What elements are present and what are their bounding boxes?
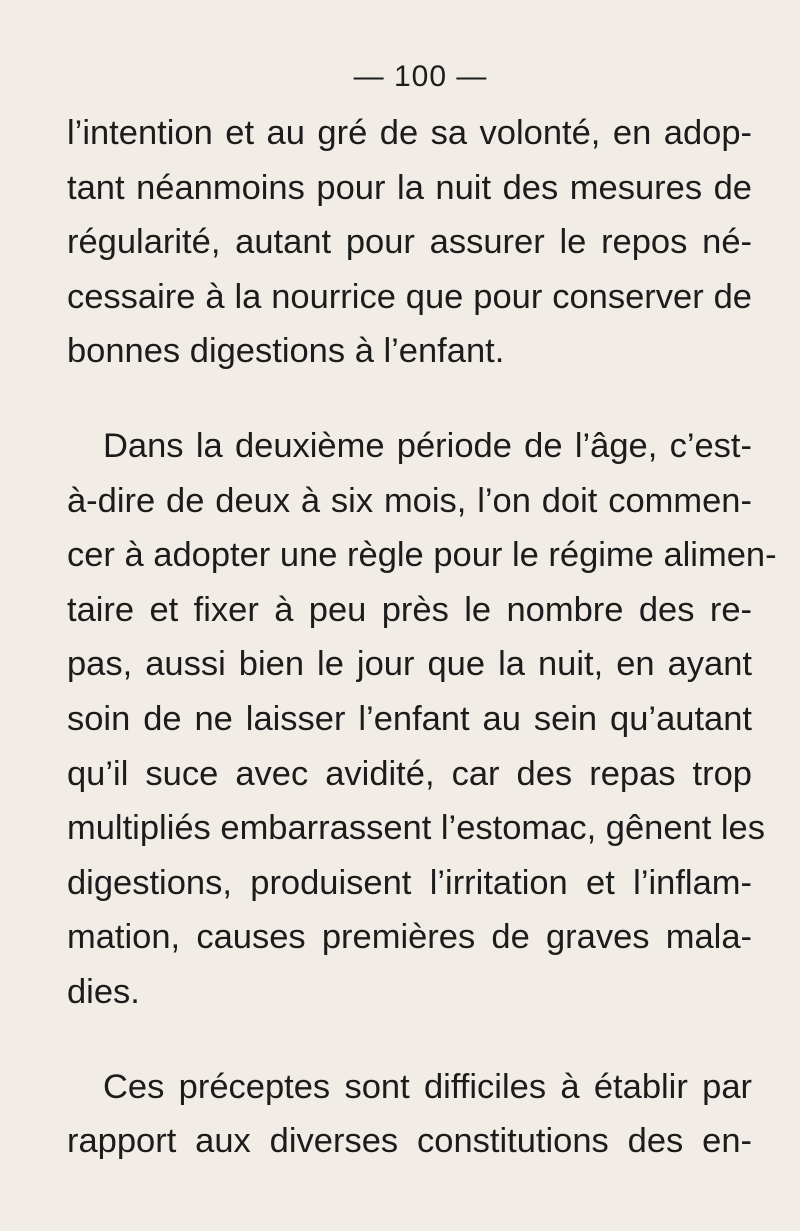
text-line: soin de ne laisser l’enfant au sein qu’autant bbox=[67, 699, 752, 738]
text-line: dies. bbox=[67, 972, 140, 1011]
text-line: taire et fixer à peu près le nombre des re- bbox=[67, 590, 752, 629]
text-line: pas, aussi bien le jour que la nuit, en ayant bbox=[67, 645, 752, 684]
text-line: l’intention et au gré de sa volonté, en adop- bbox=[67, 114, 752, 152]
paragraph-1 bbox=[67, 106, 752, 379]
paragraph-2 bbox=[67, 419, 777, 1020]
text-line: mation, causes premières de graves mala- bbox=[67, 918, 752, 957]
text-line: Dans la deuxième période de l’âge, c’est- bbox=[103, 426, 752, 465]
text-line: à-dire de deux à six mois, l’on doit commen- bbox=[67, 481, 752, 520]
paragraph-3 bbox=[67, 1060, 752, 1169]
text-line: multipliés embarrassent l’estomac, gênent les bbox=[67, 809, 765, 848]
page-number: — 100 — bbox=[353, 60, 488, 93]
text-line: rapport aux diverses constitutions des en- bbox=[67, 1122, 752, 1161]
text-line: qu’il suce avec avidité, car des repas trop bbox=[67, 754, 752, 793]
text-line: bonnes digestions à l’enfant. bbox=[67, 332, 505, 371]
text-line: cessaire à la nourrice que pour conserver de bbox=[67, 277, 752, 316]
text-line: régularité, autant pour assurer le repos né- bbox=[67, 223, 752, 262]
text-line: tant néanmoins pour la nuit des mesures de bbox=[67, 168, 752, 207]
text-line: digestions, produisent l’irritation et l’inflam- bbox=[67, 863, 752, 902]
text-line: Ces préceptes sont difficiles à établir par bbox=[103, 1067, 752, 1106]
text-line: cer à adopter une règle pour le régime alimen- bbox=[67, 536, 777, 575]
